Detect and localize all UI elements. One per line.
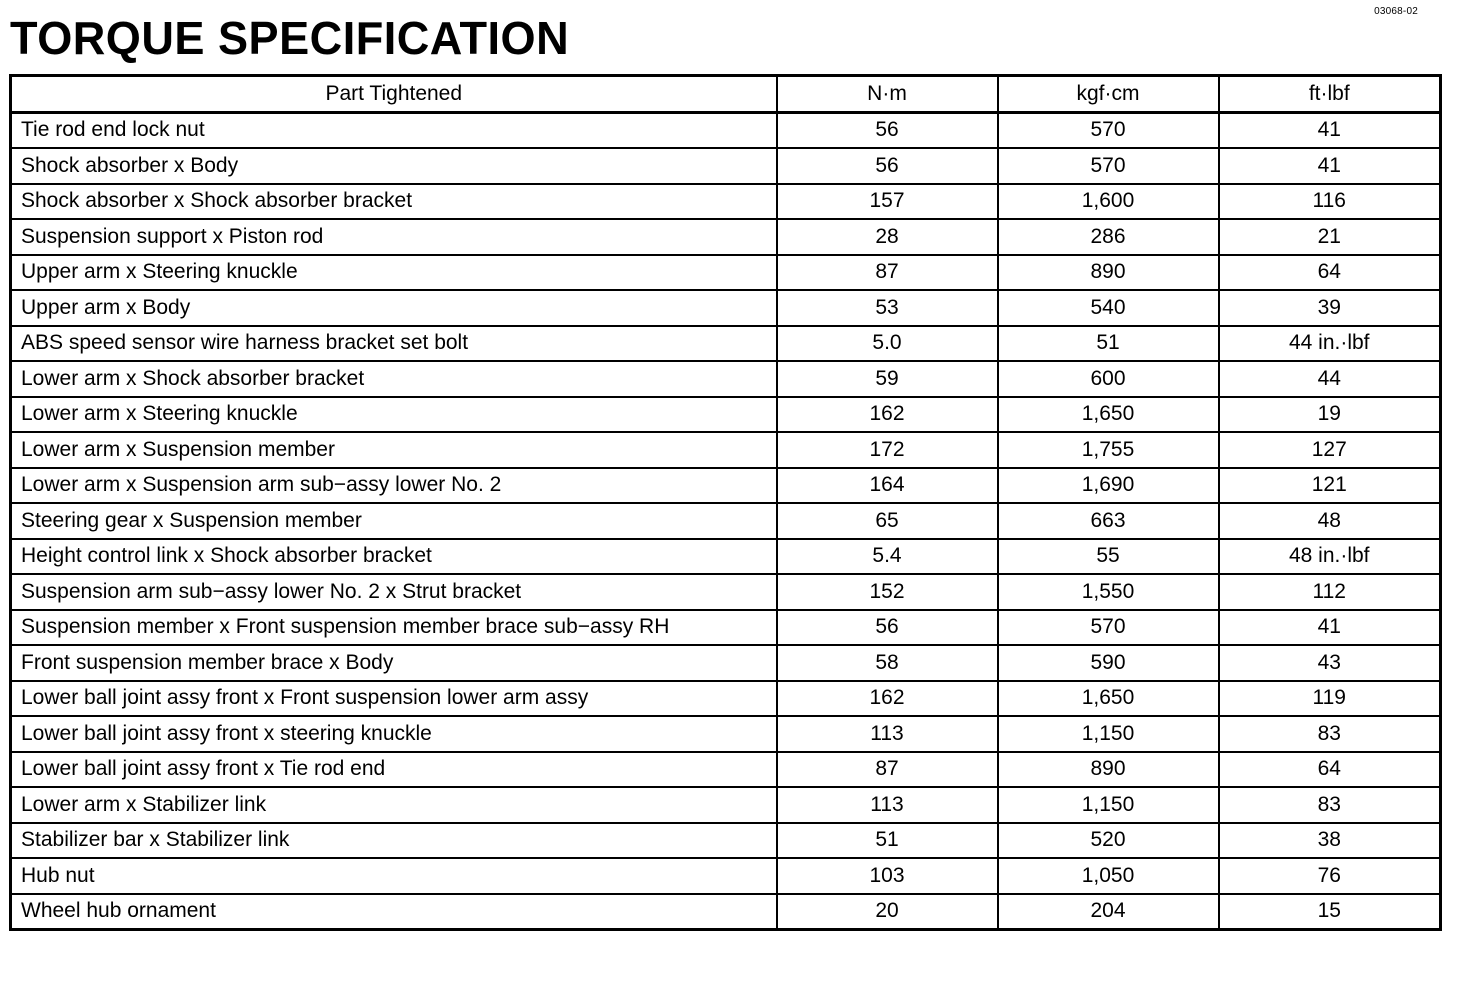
- table-row: [11, 752, 1441, 788]
- part-cell: Lower ball joint assy front x steering knuckle: [11, 716, 777, 752]
- ftlbf-cell: 76: [1219, 858, 1441, 894]
- nm-cell: 5.4: [777, 539, 998, 575]
- table-row: [11, 503, 1441, 539]
- table-row: [11, 255, 1441, 291]
- ftlbf-cell: 43: [1219, 645, 1441, 681]
- nm-cell: 58: [777, 645, 998, 681]
- ftlbf-cell: 112: [1219, 574, 1441, 610]
- kgfcm-cell: 600: [998, 361, 1219, 397]
- part-cell: Lower ball joint assy front x Front suspension lower arm assy: [11, 681, 777, 717]
- kgfcm-cell: 1,050: [998, 858, 1219, 894]
- table-row: [11, 468, 1441, 504]
- header-kgfcm: kgf·cm: [998, 76, 1219, 113]
- ftlbf-cell: 121: [1219, 468, 1441, 504]
- part-cell: Upper arm x Body: [11, 290, 777, 326]
- part-cell: Tie rod end lock nut: [11, 112, 777, 148]
- ftlbf-cell: 48 in.·lbf: [1219, 539, 1441, 575]
- part-cell: Lower arm x Shock absorber bracket: [11, 361, 777, 397]
- kgfcm-cell: 890: [998, 752, 1219, 788]
- header-nm: N·m: [777, 76, 998, 113]
- kgfcm-cell: 890: [998, 255, 1219, 291]
- kgfcm-cell: 540: [998, 290, 1219, 326]
- table-row: [11, 219, 1441, 255]
- torque-spec-table: [9, 74, 1442, 931]
- kgfcm-cell: 1,650: [998, 681, 1219, 717]
- part-cell: Lower arm x Suspension arm sub−assy lower No. 2: [11, 468, 777, 504]
- ftlbf-cell: 119: [1219, 681, 1441, 717]
- table-row: [11, 361, 1441, 397]
- kgfcm-cell: 570: [998, 148, 1219, 184]
- nm-cell: 5.0: [777, 326, 998, 362]
- part-cell: Stabilizer bar x Stabilizer link: [11, 823, 777, 859]
- kgfcm-cell: 590: [998, 645, 1219, 681]
- ftlbf-cell: 83: [1219, 787, 1441, 823]
- nm-cell: 113: [777, 787, 998, 823]
- ftlbf-cell: 39: [1219, 290, 1441, 326]
- ftlbf-cell: 41: [1219, 610, 1441, 646]
- page-title: TORQUE SPECIFICATION: [10, 12, 570, 64]
- part-cell: Hub nut: [11, 858, 777, 894]
- part-cell: Shock absorber x Shock absorber bracket: [11, 184, 777, 220]
- table-row: [11, 574, 1441, 610]
- kgfcm-cell: 1,650: [998, 397, 1219, 433]
- table-row: [11, 539, 1441, 575]
- nm-cell: 56: [777, 610, 998, 646]
- part-cell: Shock absorber x Body: [11, 148, 777, 184]
- table-header-row: [11, 76, 1441, 113]
- table-row: [11, 290, 1441, 326]
- nm-cell: 20: [777, 894, 998, 930]
- table-row: [11, 894, 1441, 930]
- nm-cell: 56: [777, 148, 998, 184]
- part-cell: Front suspension member brace x Body: [11, 645, 777, 681]
- nm-cell: 87: [777, 255, 998, 291]
- part-cell: Suspension member x Front suspension member brace sub−assy RH: [11, 610, 777, 646]
- nm-cell: 53: [777, 290, 998, 326]
- kgfcm-cell: 1,690: [998, 468, 1219, 504]
- part-cell: Lower arm x Suspension member: [11, 432, 777, 468]
- nm-cell: 65: [777, 503, 998, 539]
- table-row: [11, 610, 1441, 646]
- nm-cell: 103: [777, 858, 998, 894]
- table-row: [11, 148, 1441, 184]
- nm-cell: 157: [777, 184, 998, 220]
- page-code: 03068-02: [1374, 6, 1418, 17]
- kgfcm-cell: 1,150: [998, 716, 1219, 752]
- ftlbf-cell: 15: [1219, 894, 1441, 930]
- kgfcm-cell: 286: [998, 219, 1219, 255]
- ftlbf-cell: 64: [1219, 255, 1441, 291]
- ftlbf-cell: 64: [1219, 752, 1441, 788]
- part-cell: Suspension support x Piston rod: [11, 219, 777, 255]
- kgfcm-cell: 204: [998, 894, 1219, 930]
- part-cell: Lower arm x Steering knuckle: [11, 397, 777, 433]
- header-ftlbf: ft·lbf: [1219, 76, 1441, 113]
- table-row: [11, 716, 1441, 752]
- nm-cell: 28: [777, 219, 998, 255]
- kgfcm-cell: 1,150: [998, 787, 1219, 823]
- kgfcm-cell: 1,550: [998, 574, 1219, 610]
- nm-cell: 87: [777, 752, 998, 788]
- nm-cell: 152: [777, 574, 998, 610]
- part-cell: ABS speed sensor wire harness bracket set bolt: [11, 326, 777, 362]
- part-cell: Lower ball joint assy front x Tie rod end: [11, 752, 777, 788]
- kgfcm-cell: 570: [998, 610, 1219, 646]
- ftlbf-cell: 41: [1219, 112, 1441, 148]
- header-part-tightened: Part Tightened: [11, 76, 777, 113]
- kgfcm-cell: 51: [998, 326, 1219, 362]
- table-row: [11, 184, 1441, 220]
- part-cell: Steering gear x Suspension member: [11, 503, 777, 539]
- part-cell: Wheel hub ornament: [11, 894, 777, 930]
- nm-cell: 172: [777, 432, 998, 468]
- nm-cell: 162: [777, 397, 998, 433]
- ftlbf-cell: 19: [1219, 397, 1441, 433]
- ftlbf-cell: 41: [1219, 148, 1441, 184]
- part-cell: Suspension arm sub−assy lower No. 2 x Strut bracket: [11, 574, 777, 610]
- ftlbf-cell: 127: [1219, 432, 1441, 468]
- nm-cell: 56: [777, 112, 998, 148]
- ftlbf-cell: 44: [1219, 361, 1441, 397]
- nm-cell: 162: [777, 681, 998, 717]
- nm-cell: 113: [777, 716, 998, 752]
- table-row: [11, 681, 1441, 717]
- ftlbf-cell: 116: [1219, 184, 1441, 220]
- ftlbf-cell: 38: [1219, 823, 1441, 859]
- table-row: [11, 112, 1441, 148]
- part-cell: Upper arm x Steering knuckle: [11, 255, 777, 291]
- kgfcm-cell: 55: [998, 539, 1219, 575]
- ftlbf-cell: 48: [1219, 503, 1441, 539]
- nm-cell: 59: [777, 361, 998, 397]
- nm-cell: 51: [777, 823, 998, 859]
- ftlbf-cell: 44 in.·lbf: [1219, 326, 1441, 362]
- ftlbf-cell: 83: [1219, 716, 1441, 752]
- table-row: [11, 645, 1441, 681]
- kgfcm-cell: 1,755: [998, 432, 1219, 468]
- kgfcm-cell: 570: [998, 112, 1219, 148]
- ftlbf-cell: 21: [1219, 219, 1441, 255]
- table-row: [11, 858, 1441, 894]
- table-body: [11, 112, 1441, 930]
- kgfcm-cell: 520: [998, 823, 1219, 859]
- table-row: [11, 823, 1441, 859]
- table-row: [11, 326, 1441, 362]
- kgfcm-cell: 1,600: [998, 184, 1219, 220]
- table-row: [11, 397, 1441, 433]
- table-row: [11, 787, 1441, 823]
- part-cell: Lower arm x Stabilizer link: [11, 787, 777, 823]
- table-row: [11, 432, 1441, 468]
- nm-cell: 164: [777, 468, 998, 504]
- kgfcm-cell: 663: [998, 503, 1219, 539]
- part-cell: Height control link x Shock absorber bracket: [11, 539, 777, 575]
